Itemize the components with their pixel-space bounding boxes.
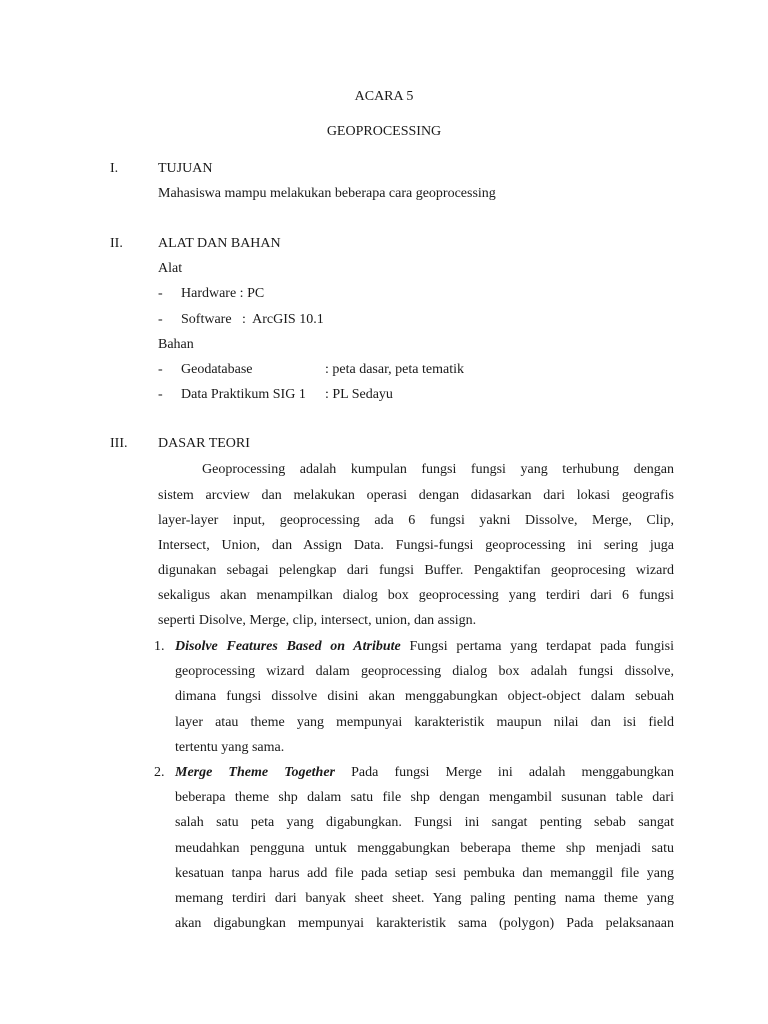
item-first-line [175,765,674,781]
item-line: salah satu peta yang digabungkan. Fungsi ini sangat penting sebab sangat [175,815,674,830]
section-heading: ALAT DAN BAHAN [158,236,281,251]
item-line: geoprocessing wizard dalam geoprocessing dialog box adalah fungsi dissolve, [175,664,674,679]
item-line: layer atau theme yang mempunyai karakteristik maupun nilai dan isi field [175,715,674,730]
list-item: Software : ArcGIS 10.1 [181,312,324,327]
doc-title: ACARA 5 [354,89,414,104]
item-number: 1. [154,639,165,654]
paragraph-line: sistem arcview dan melakukan operasi dengan didasarkan dari lokasi geografis [158,488,674,503]
bahan-label: Bahan [158,337,194,352]
item-title: Merge Theme Together [175,765,336,780]
bahan-name: Data Praktikum SIG 1 [181,387,306,402]
item-line: meudahkan pengguna untuk menggabungkan beberapa theme shp menjadi satu [175,841,674,856]
list-dash: - [158,387,163,402]
item-line: tertentu yang sama. [175,740,285,755]
list-dash: - [158,312,163,327]
bahan-name: Geodatabase [181,362,253,377]
alat-label: Alat [158,261,183,276]
item-line: dimana fungsi dissolve disini akan menggabungkan object-object dalam sebuah [175,689,674,704]
paragraph-line: layer-layer input, geoprocessing ada 6 fungsi yakni Dissolve, Merge, Clip, [158,513,674,528]
item-line: akan digabungkan mempunyai karakteristik sama (polygon) Pada pelaksanaan [175,916,674,931]
section-heading: DASAR TEORI [158,436,250,451]
paragraph-line: seperti Disolve, Merge, clip, intersect, union, dan assign. [158,613,477,628]
item-first-line [175,639,674,655]
item-first-text: Pada fungsi Merge ini adalah menggabungkan [335,765,674,780]
paragraph-line: Geoprocessing adalah kumpulan fungsi fungsi yang terhubung dengan [202,462,674,477]
section-heading: TUJUAN [158,161,213,176]
section-number: II. [110,236,123,251]
doc-subtitle: GEOPROCESSING [326,124,442,139]
paragraph-line: Intersect, Union, dan Assign Data. Fungsi-fungsi geoprocessing ini sering juga [158,538,674,553]
section-text: Mahasiswa mampu melakukan beberapa cara geoprocessing [158,186,496,201]
item-first-text: Fungsi pertama yang terdapat pada fungisi [400,639,674,654]
bahan-value: : peta dasar, peta tematik [325,362,464,377]
item-line: memang terdiri dari banyak sheet sheet. Yang paling penting nama theme yang [175,891,674,906]
item-line: kesatuan tanpa harus add file pada setiap sesi pembuka dan memanggil file yang [175,866,674,881]
paragraph-line: sekaligus akan menampilkan dialog box geoprocessing yang terdiri dari 6 fungsi [158,588,674,603]
paragraph-line: digunakan sebagai pelengkap dari fungsi Buffer. Pengaktifan geoprocesing wizard [158,563,674,578]
list-dash: - [158,286,163,301]
section-number: I. [110,161,119,176]
item-line: beberapa theme shp dalam satu file shp dengan mengambil susunan table dari [175,790,674,805]
item-title: Disolve Features Based on Atribute [175,639,401,654]
list-dash: - [158,362,163,377]
section-number: III. [110,436,128,451]
item-number: 2. [154,765,165,780]
list-item: Hardware : PC [181,286,265,301]
bahan-value: : PL Sedayu [325,387,393,402]
